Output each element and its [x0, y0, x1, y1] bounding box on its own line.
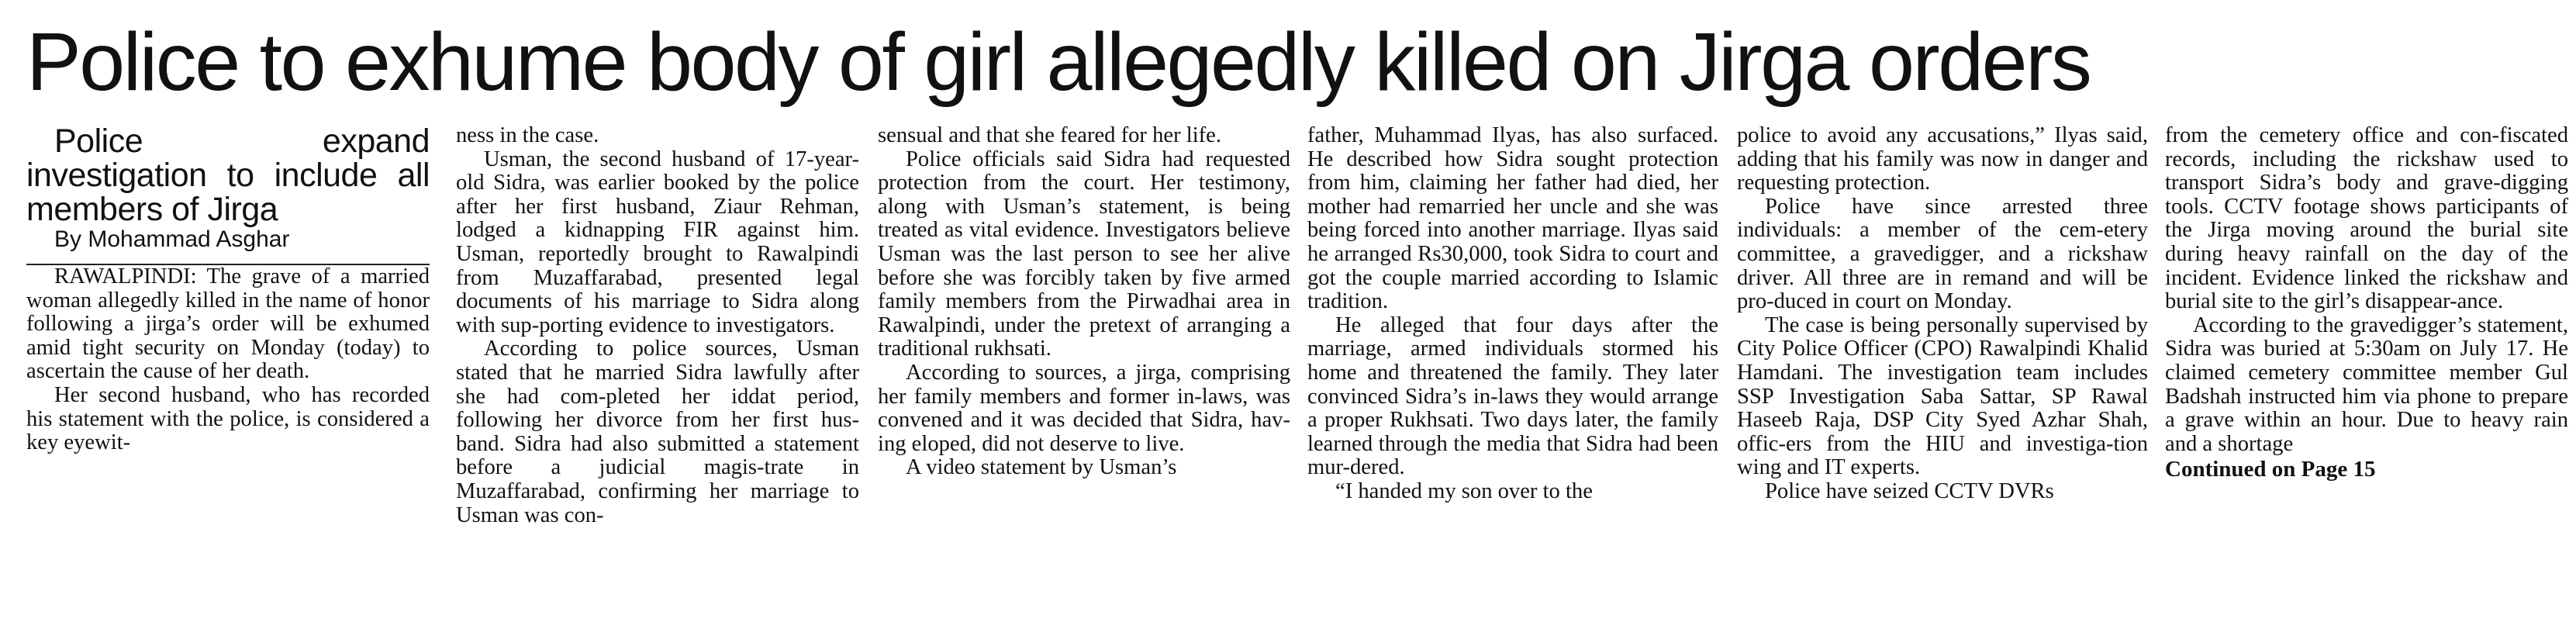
- column-5: [1737, 124, 2148, 620]
- column-3: [878, 124, 1290, 620]
- column-2: [456, 124, 859, 620]
- paragraph: The case is being personally supervised by City Police Officer (CPO) Rawalpindi Khalid Hamdani. The investigation team includes SSP Investigation Saba Sattar, SP Rawal Haseeb Raja, DSP City Syed Azhar Shah, offic-ers from the HIU and investiga-tion wing and IT experts.: [1737, 313, 2148, 480]
- paragraph: A video statement by Usman’s: [906, 455, 1177, 480]
- paragraph: Usman, the second husband of 17-year-old Sidra, was earlier booked by the police after her first husband, Ziaur Rehman, lodged a kidnapping FIR against him. Usman, reportedly brought to Rawalpindi from Muzaffarabad, presented legal documents of his marriage to Sidra along with sup-porting evidence to investigators.: [456, 147, 859, 337]
- paragraph: According to sources, a jirga, comprising her family members and former in-laws, was convened and it was decided that Sidra, hav-ing eloped, did not deserve to live.: [878, 360, 1290, 456]
- paragraph: ness in the case.: [456, 124, 599, 147]
- paragraph: sensual and that she feared for her life.: [878, 124, 1222, 147]
- paragraph: RAWALPINDI: The grave of a married woman allegedly killed in the name of honor following a jirga’s order will be exhumed amid tight security on Monday (today) to ascertain the cause of her death.: [26, 264, 430, 384]
- paragraph: Police officials said Sidra had requested protection from the court. Her testimony, along with Usman’s statement, is being treated as vital evidence. Investigators believe Usman was the last person to see her alive before she was forcibly taken by five armed family members from the Pirwadhai area in Rawalpindi, under the pretext of arranging a traditional rukhsati.: [878, 147, 1290, 361]
- paragraph: from the cemetery office and con-fiscated records, including the rickshaw used to transport Sidra’s body and grave-digging tools. CCTV footage shows participants of the Jirga moving around the burial site during heavy rainfall on the day of the incident. Evidence linked the rickshaw and burial site to the girl’s disappear-ance.: [2165, 124, 2568, 314]
- paragraph: He alleged that four days after the marriage, armed individuals stormed his home and threatened the family. They later convinced Sidra’s in-laws they would arrange a proper Rukhsati. Two days later, the family learned through the media that Sidra had been mur-dered.: [1307, 313, 1718, 480]
- subhead: Police expand investigation to include all members of Jirga: [26, 124, 430, 228]
- paragraph: Her second husband, who has recorded his statement with the police, is considered a key eyewit-: [26, 382, 430, 455]
- paragraph: “I handed my son over to the: [1335, 478, 1593, 503]
- column-1: [26, 124, 430, 620]
- paragraph: Police have since arrested three individuals: a member of the cem-etery committee, a gravedigger, and a rickshaw driver. All three are in remand and will be pro-duced in court on Monday.: [1737, 194, 2148, 314]
- continued-link[interactable]: Continued on Page 15: [2165, 457, 2376, 482]
- paragraph: police to avoid any accusations,” Ilyas said, adding that his family was now in danger and requesting protection.: [1737, 124, 2148, 195]
- paragraph: Police have seized CCTV DVRs: [1765, 478, 2054, 503]
- byline: By Mohammad Asghar: [26, 226, 430, 265]
- headline: Police to exhume body of girl allegedly killed on Jirga orders: [26, 16, 2091, 108]
- column-6: [2165, 124, 2568, 620]
- column-4: [1307, 124, 1718, 620]
- paragraph: According to police sources, Usman stated that he married Sidra lawfully after she had com-pleted her iddat period, following her divorce from her first hus-band. Sidra had also submitted a statement before a judicial magis-trate in Muzaffarabad, confirming her marriage to Usman was con-: [456, 337, 859, 527]
- paragraph: father, Muhammad Ilyas, has also surfaced. He described how Sidra sought protection from him, claiming her father had died, her mother had remarried her uncle and she was being forced into another marriage. Ilyas said he arranged Rs30,000, took Sidra to court and got the couple married according to Islamic tradition.: [1307, 124, 1718, 314]
- paragraph: According to the gravedigger’s statement, Sidra was buried at 5:30am on July 17. He claimed cemetery committee member Gul Badshah instructed him via phone to prepare a grave within an hour. Due to heavy rain and a shortage: [2165, 313, 2568, 456]
